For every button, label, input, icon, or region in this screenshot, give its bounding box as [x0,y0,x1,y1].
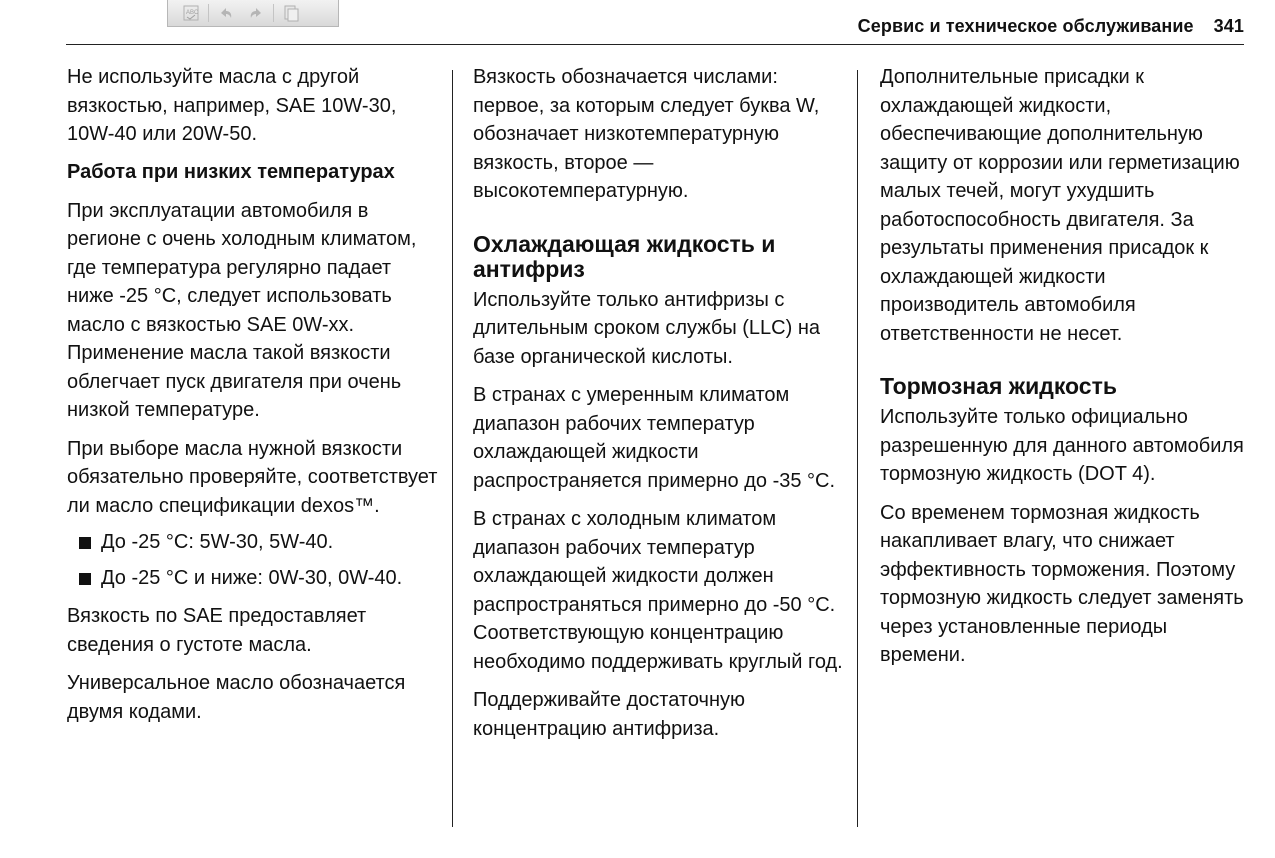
column-1 [67,63,442,736]
paragraph: В странах с умеренным климатом диапазон рабочих температур охлаждающей жидкости распространяется примерно до -35 °C. [473,384,836,492]
redo-icon[interactable] [243,2,269,24]
column-3 [880,63,1245,680]
bullet-square-icon [79,537,91,549]
paragraph: Вязкость по SAE предоставляет сведения о густоте масла. [67,605,367,656]
list-item [67,528,442,557]
toolbar-separator [208,4,209,22]
subheading-low-temperature: Работа при низких температурах [67,160,395,183]
column-divider [857,70,858,827]
page-header [858,16,1244,37]
paragraph: При эксплуатации автомобиля в регионе с очень холодным климатом, где температура регулярно падает ниже -25 °C, следует использовать масло с вязкостью SAE 0W-xx. Применение масла такой вязкости облегчает пуск двигателя при очень низкой температуре. [67,199,417,421]
paragraph: Используйте только антифризы с длительным сроком службы (LLC) на базе органической кислоты. [473,288,820,368]
bullet-square-icon [79,573,91,585]
section-title: Сервис и техническое обслуживание [857,16,1194,36]
pages-icon[interactable] [278,2,304,24]
paragraph: Дополнительные присадки к охлаждающей жидкости, обеспечивающие дополнительную защиту от коррозии или герметизацию малых течей, могут ухудшить работоспособность двигателя. За результаты применения присадок к охлаждающей жидкости производитель автомобиля ответственности не несет. [880,66,1240,345]
list-item [67,564,442,593]
viewer-toolbar [167,0,339,27]
svg-text:ABC: ABC [186,10,199,16]
heading-brake-fluid: Тормозная жидкость [880,373,1117,399]
toolbar-separator [273,4,274,22]
paragraph: Поддерживайте достаточную концентрацию антифриза. [473,689,746,740]
undo-icon[interactable] [213,2,239,24]
column-divider [452,70,453,827]
paragraph: При выборе масла нужной вязкости обязательно проверяйте, соответствует ли масло спецификации dexos™. [67,437,438,517]
paragraph: Используйте только официально разрешенную для данного автомобиля тормозную жидкость (DOT 4). [880,406,1244,485]
list-item-text: До -25 °C и ниже: 0W-30, 0W-40. [101,566,403,589]
column-2 [473,63,843,753]
list-item-text: До -25 °C: 5W-30, 5W-40. [101,531,334,553]
header-rule [66,44,1244,45]
paragraph: Вязкость обозначается числами: первое, за которым следует буква W, обозначает низкотемпературную вязкость, второе — высокотемпературную. [473,66,820,202]
page-number: 341 [1213,16,1244,36]
paragraph: Универсальное масло обозначается двумя кодами. [67,672,406,723]
spellcheck-icon[interactable] [178,2,204,24]
paragraph: Не используйте масла с другой вязкостью, например, SAE 10W-30, 10W-40 или 20W-50. [67,66,397,145]
heading-coolant: Охлаждающая жидкость и антифриз [473,230,776,282]
viscosity-list [67,528,442,592]
paragraph: Со временем тормозная жидкость накапливает влагу, что снижает эффективность торможения. Поэтому тормозную жидкость следует заменять через установленные периоды времени. [880,501,1244,666]
paragraph: В странах с холодным климатом диапазон рабочих температур охлаждающей жидкости должен распространяться примерно до -50 °C. Соответствующую концентрацию необходимо поддерживать круглый год. [473,508,843,673]
